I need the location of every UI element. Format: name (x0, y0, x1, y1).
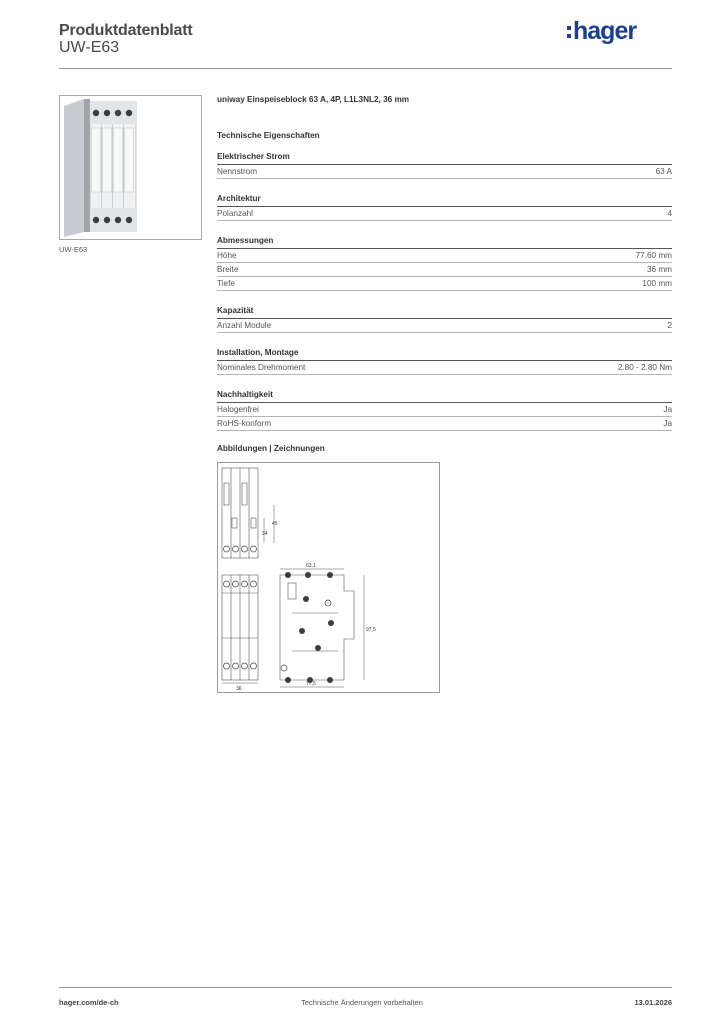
drawings-title: Abbildungen | Zeichnungen (217, 444, 325, 453)
spec-row (217, 417, 672, 431)
spec-label: Polanzahl (217, 209, 253, 218)
svg-text:63,1: 63,1 (306, 563, 316, 569)
footer-website: hager.com/de-ch (59, 998, 119, 1007)
technical-drawing (217, 462, 440, 693)
top-view (222, 468, 258, 558)
spec-value: 36 mm (646, 265, 672, 274)
spec-value: 2 (667, 321, 672, 330)
logo-wordmark: hager (573, 17, 637, 45)
spec-row (217, 249, 672, 263)
product-description: uniway Einspeiseblock 63 A, 4P, L1L3NL2, 36 mm (217, 95, 410, 104)
spec-row (217, 319, 672, 333)
logo-dot-top (567, 26, 571, 30)
spec-label: Höhe (217, 251, 237, 260)
hager-logo (566, 17, 656, 47)
spec-label: RoHS-konform (217, 419, 272, 428)
product-code: UW-E63 (59, 39, 120, 56)
specifications (217, 95, 672, 431)
spec-value: Ja (663, 405, 672, 414)
spec-label: Tiefe (217, 279, 235, 288)
group-title: Installation, Montage (217, 348, 672, 361)
group-title: Architektur (217, 194, 672, 207)
spec-row (217, 277, 672, 291)
header-divider (59, 68, 672, 69)
spec-row (217, 403, 672, 417)
spec-label: Halogenfrei (217, 405, 259, 414)
document-title: Produktdatenblatt (59, 22, 193, 39)
spec-label: Anzahl Module (217, 321, 272, 330)
spec-value: 4 (667, 209, 672, 218)
svg-text:45: 45 (272, 521, 278, 527)
side-view (280, 575, 354, 680)
spec-row (217, 207, 672, 221)
footer-disclaimer: Technische Änderungen vorbehalten (301, 998, 423, 1007)
svg-text:77,5: 77,5 (306, 681, 316, 687)
svg-text:97,5: 97,5 (366, 627, 376, 633)
group-title: Abmessungen (217, 236, 672, 249)
product-image-caption: UW-E63 (59, 245, 88, 254)
group-title: Kapazität (217, 306, 672, 319)
spec-heading: Technische Eigenschaften (217, 131, 320, 140)
footer-date: 13.01.2026 (634, 998, 672, 1007)
product-image (59, 95, 202, 240)
spec-value: 100 mm (642, 279, 672, 288)
spec-value: 2.80 - 2.80 Nm (617, 363, 672, 372)
spec-row (217, 165, 672, 179)
spec-label: Nennstrom (217, 167, 258, 176)
spec-value: Ja (663, 419, 672, 428)
spec-label: Breite (217, 265, 239, 274)
group-title: Nachhaltigkeit (217, 390, 672, 403)
spec-row (217, 361, 672, 375)
spec-value: 77.60 mm (635, 251, 672, 260)
group-title: Elektrischer Strom (217, 152, 672, 165)
dimension-drawing (218, 463, 439, 692)
spec-label: Nominales Drehmoment (217, 363, 306, 372)
svg-text:34: 34 (262, 531, 268, 537)
side-view-dims (280, 569, 364, 687)
logo-dot-bottom (567, 34, 571, 38)
spec-row (217, 263, 672, 277)
svg-text:36: 36 (236, 686, 242, 692)
product-illustration (60, 96, 202, 240)
spec-value: 63 A (655, 167, 672, 176)
footer-divider (59, 987, 672, 988)
